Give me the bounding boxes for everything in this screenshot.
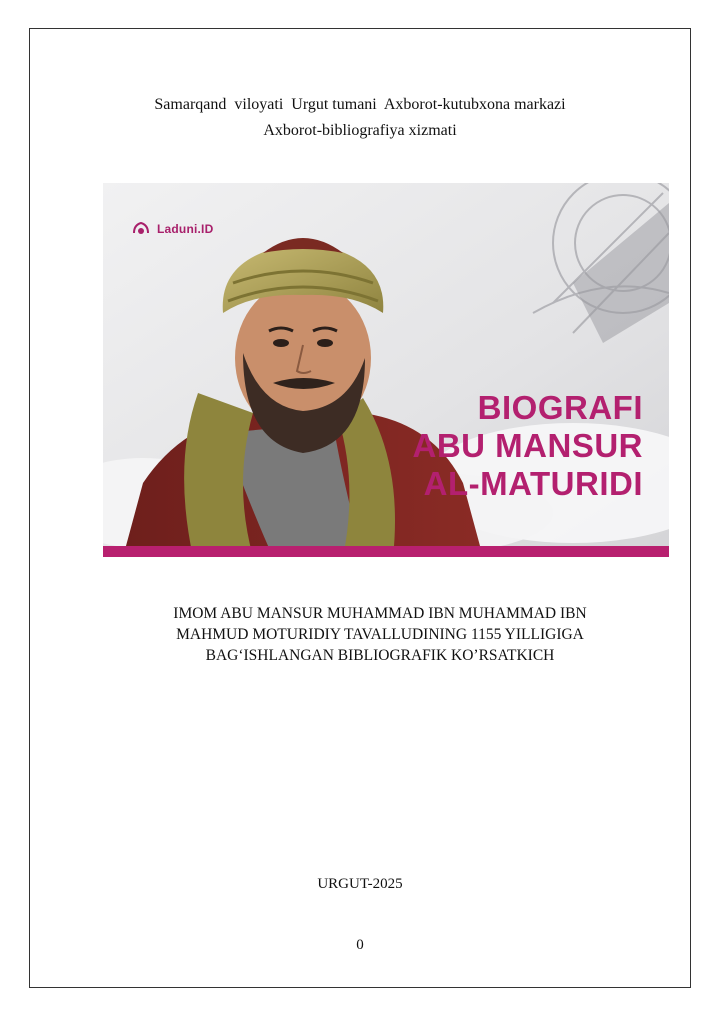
cover-title-line-3: AL-MATURIDI bbox=[423, 465, 643, 502]
institution-header bbox=[0, 92, 720, 144]
cover-image bbox=[103, 183, 669, 557]
document-subject bbox=[120, 603, 640, 666]
department-name: Axborot-bibliografiya xizmati bbox=[263, 122, 457, 139]
page-number: 0 bbox=[356, 937, 364, 953]
cover-title bbox=[413, 389, 644, 503]
subject-line-1: IMOM ABU MANSUR MUHAMMAD IBN MUHAMMAD IBN bbox=[173, 605, 587, 622]
laduni-logo bbox=[131, 219, 213, 239]
cover-title-line-2: ABU MANSUR bbox=[412, 427, 643, 464]
subject-line-2: MAHMUD MOTURIDIY TAVALLUDINING 1155 YILLIGIGA bbox=[176, 626, 584, 643]
subject-line-3: BAG‘ISHLANGAN BIBLIOGRAFIK KO’RSATKICH bbox=[205, 647, 555, 664]
cover-accent-bar bbox=[103, 546, 669, 557]
laduni-logo-icon bbox=[131, 219, 151, 239]
logo-text: Laduni.ID bbox=[157, 222, 214, 236]
cover-title-line-1: BIOGRAFI bbox=[477, 389, 643, 426]
institution-name: Samarqand viloyati Urgut tumani Axborot-kutubxona markazi bbox=[154, 96, 566, 113]
place-and-year: URGUT-2025 bbox=[317, 876, 403, 892]
